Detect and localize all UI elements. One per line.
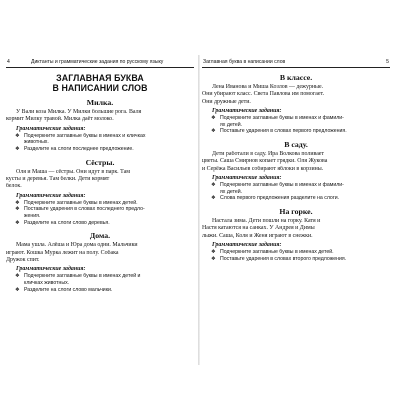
- diamond-bullet-icon: ❖: [15, 219, 20, 226]
- chapter-title-line: ЗАГЛАВНАЯ БУКВА: [56, 73, 144, 83]
- text-line: играют. Кошка Мурка лежит на полу. Собака: [6, 249, 119, 256]
- task-list: [6, 200, 194, 226]
- diamond-bullet-icon: ❖: [211, 195, 216, 202]
- task-item: [6, 220, 194, 227]
- running-title: Диктанты и грамматические задания по русскому языку: [31, 59, 164, 65]
- text-line: кормит Милку травой. Милка даёт молоко.: [6, 116, 114, 123]
- right-page: [202, 58, 390, 358]
- task-item: [202, 115, 390, 128]
- task-line: Подчеркните заглавные буквы в именах и кличках: [24, 132, 146, 139]
- task-line: животных.: [24, 139, 49, 146]
- book-fold: [198, 55, 200, 365]
- task-line: Подчеркните заглавные буквы в именах детей.: [220, 249, 334, 256]
- tasks-label: Грамматические задания:: [212, 241, 282, 248]
- task-line: кличках животных.: [24, 280, 70, 287]
- dictation-section: [6, 158, 194, 227]
- text-line: Дети работали в саду. Ира Волкова поливает: [212, 150, 324, 157]
- text-line: лыжи. Саша, Коля и Женя играют в снежки.: [202, 232, 313, 239]
- task-item: [6, 133, 194, 146]
- section-heading: В классе.: [279, 73, 313, 82]
- page-number: 5: [386, 59, 389, 65]
- chapter-title-line: В НАПИСАНИИ СЛОВ: [52, 83, 148, 93]
- task-line: Разделите на слоги слово деревья.: [24, 219, 110, 226]
- dictation-text: [6, 169, 194, 191]
- text-line: Дружок спит.: [6, 256, 40, 263]
- task-item: [202, 128, 390, 135]
- diamond-bullet-icon: ❖: [211, 182, 216, 189]
- running-head: [6, 58, 194, 68]
- task-item: [202, 249, 390, 256]
- tasks-label: Грамматические задания:: [16, 192, 86, 199]
- task-list: [202, 249, 390, 262]
- task-line: ях детей.: [220, 121, 243, 128]
- text-line: цветы. Саша Смирнов копает грядки. Оля Жукова: [202, 158, 328, 165]
- task-item: [202, 182, 390, 195]
- running-head: [202, 58, 390, 68]
- task-item: [6, 273, 194, 286]
- tasks-label: Грамматические задания:: [16, 266, 86, 273]
- task-line: Поставьте ударения в словах последнего предло-: [24, 206, 145, 213]
- diamond-bullet-icon: ❖: [15, 132, 20, 139]
- text-line: Они дружные дети.: [202, 98, 251, 105]
- chapter-title: [6, 73, 194, 93]
- task-list: [202, 182, 390, 202]
- task-list: [6, 273, 194, 293]
- text-line: Они убирают класс. Света Павлова им помогает.: [202, 91, 325, 98]
- task-item: [6, 200, 194, 207]
- text-line: У Вали коза Милка. У Милки большие рога. Валя: [16, 109, 142, 115]
- task-line: Подчеркните заглавные буквы в именах детей и: [24, 273, 141, 280]
- dictation-text: [202, 84, 390, 106]
- dictation-section: [202, 73, 390, 135]
- text-line: Настала зима. Дети пошли на горку. Катя и: [212, 217, 321, 224]
- task-line: Подчеркните заглавные буквы в именах и фамили-: [220, 182, 344, 189]
- task-line: жения.: [24, 213, 41, 220]
- section-heading: В саду.: [284, 139, 308, 149]
- page-number: 4: [7, 59, 10, 65]
- dictation-section: [202, 207, 390, 262]
- dictation-text: [6, 242, 194, 264]
- dictation-text: [202, 218, 390, 240]
- text-line: и Серёжа Васильев собирают яблоки в корзины.: [202, 165, 324, 172]
- diamond-bullet-icon: ❖: [15, 199, 20, 206]
- task-list: [6, 133, 194, 153]
- task-item: [6, 287, 194, 294]
- diamond-bullet-icon: ❖: [15, 273, 20, 280]
- task-line: Слова первого предложения разделите на слоги.: [220, 195, 340, 202]
- section-heading: На горке.: [279, 206, 313, 216]
- task-line: Разделите на слоги последнее предложение.: [24, 146, 134, 153]
- task-item: [202, 256, 390, 263]
- dictation-section: [6, 98, 194, 153]
- text-line: Лена Иванова и Миша Козлов — дежурные.: [212, 84, 324, 90]
- dictation-section: [6, 231, 194, 293]
- diamond-bullet-icon: ❖: [211, 115, 216, 122]
- task-item: [6, 206, 194, 219]
- task-line: Поставьте ударения в словах второго предложения.: [220, 255, 347, 262]
- task-item: [6, 146, 194, 153]
- diamond-bullet-icon: ❖: [15, 206, 20, 213]
- task-line: Поставьте ударения в словах первого предложения.: [220, 128, 347, 135]
- section-heading: Дома.: [89, 231, 111, 241]
- left-page: [6, 58, 194, 358]
- text-line: Оля и Маша — сёстры. Они идут в парк. Там: [16, 168, 130, 175]
- text-line: кусты и деревья. Там белки. Дети кормят: [6, 175, 110, 182]
- task-list: [202, 115, 390, 135]
- diamond-bullet-icon: ❖: [211, 255, 216, 262]
- text-line: Настя катаются на санках. У Андрея и Димы: [202, 225, 315, 232]
- diamond-bullet-icon: ❖: [15, 146, 20, 153]
- task-item: [202, 195, 390, 202]
- task-line: ях детей.: [220, 188, 243, 195]
- diamond-bullet-icon: ❖: [211, 249, 216, 256]
- running-title: Заглавная буква в написании слов: [203, 59, 286, 65]
- dictation-section: [202, 140, 390, 202]
- text-line: белок.: [6, 183, 22, 190]
- section-heading: Сёстры.: [85, 157, 115, 167]
- tasks-label: Грамматические задания:: [16, 125, 86, 132]
- diamond-bullet-icon: ❖: [211, 128, 216, 135]
- section-heading: Милка.: [86, 98, 114, 107]
- tasks-label: Грамматические задания:: [212, 174, 282, 181]
- text-line: Мама ушла. Алёша и Юра дома одни. Мальчики: [16, 242, 138, 249]
- task-line: Разделите на слоги слово мальчики.: [24, 286, 113, 293]
- diamond-bullet-icon: ❖: [15, 286, 20, 293]
- task-line: Подчеркните заглавные буквы в именах детей.: [24, 199, 138, 206]
- dictation-text: [6, 109, 194, 124]
- dictation-text: [202, 151, 390, 173]
- task-line: Подчеркните заглавные буквы в именах и фамили-: [220, 115, 344, 122]
- tasks-label: Грамматические задания:: [212, 107, 282, 114]
